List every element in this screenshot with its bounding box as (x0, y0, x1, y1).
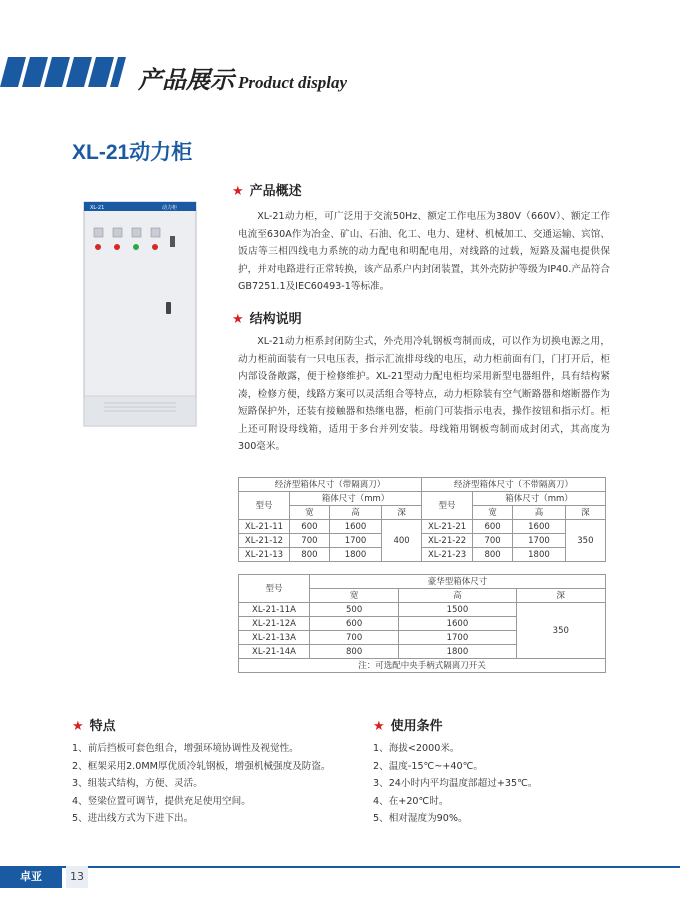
table-header: 豪华型箱体尺寸 (310, 575, 606, 589)
table-cell: 600 (310, 617, 399, 631)
overview-text: XL-21动力柜，可广泛用于交流50Hz、额定工作电压为380V（660V）、额定工作电流至630A作为冶金、矿山、石油、化工、电力、建材、机械加工、交通运输、宾馆、饭店等三相四线电力系统的动力配电和明配电用，对线路的过载，短路及漏电提供保护，并对电路进行正常转换，该产品系户内封闭装置，其外壳防护等级为IP40.产品符合GB7251.1及IEC60493-1等标准。 (238, 211, 610, 292)
table-cell: 350 (565, 520, 605, 562)
table-cell: XL-21-11 (239, 520, 290, 534)
list-item: 5、进出线方式为下进下出。 (72, 813, 194, 824)
table-cell: 1800 (399, 645, 516, 659)
conditions-list (373, 740, 613, 828)
table-cell: 1600 (399, 617, 516, 631)
table-header: 宽 (310, 589, 399, 603)
conditions-heading-text: 使用条件 (390, 719, 443, 734)
table-header: 型号 (239, 575, 310, 603)
structure-heading (232, 308, 302, 327)
list-item: 1、海拔<2000米。 (373, 743, 460, 754)
table-cell: 500 (310, 603, 399, 617)
header-title-cn: 产品展示 (138, 65, 234, 94)
table-cell: 800 (290, 548, 330, 562)
table-header: 高 (329, 506, 381, 520)
table-cell: XL-21-14A (239, 645, 310, 659)
list-item: 2、框架采用2.0MM厚优质冷轧钢板，增强机械强度及防盗。 (72, 760, 331, 772)
table-cell: 800 (473, 548, 513, 562)
table-cell: XL-21-12A (239, 617, 310, 631)
cabinet-label-right: 动力柜 (162, 205, 178, 211)
table-row (239, 534, 606, 548)
list-item: 1、前后挡板可套色组合，增强环境协调性及视觉性。 (72, 743, 299, 754)
table-header: 型号 (239, 492, 290, 520)
overview-paragraph (238, 208, 610, 296)
features-heading-text: 特点 (89, 719, 116, 734)
table-header: 深 (565, 506, 605, 520)
table-row (239, 520, 606, 534)
table-header: 经济型箱体尺寸（不带隔离刀） (422, 478, 606, 492)
table-cell: 1600 (329, 520, 381, 534)
economy-size-table (238, 477, 606, 562)
list-item: 4、竖梁位置可调节，提供充足使用空间。 (72, 795, 251, 807)
table-header: 高 (513, 506, 566, 520)
footer-brand: 卓亚 (0, 866, 62, 888)
cabinet-label-left: XL-21 (90, 205, 105, 211)
star-icon: ★ (232, 184, 244, 199)
product-title: XL-21动力柜 (72, 141, 193, 164)
table-cell: XL-21-13 (239, 548, 290, 562)
table-cell: XL-21-21 (422, 520, 473, 534)
list-item: 4、在+20℃时。 (373, 795, 449, 807)
table-header: 高 (399, 589, 516, 603)
structure-paragraph (238, 333, 610, 456)
conditions-heading (373, 715, 443, 734)
overview-heading (232, 180, 302, 199)
overview-heading-text: 产品概述 (249, 184, 302, 199)
table-cell: 1700 (399, 631, 516, 645)
table-header: 深 (382, 506, 422, 520)
table-header: 宽 (473, 506, 513, 520)
footer-divider (0, 866, 680, 868)
table-header: 宽 (290, 506, 330, 520)
table-note: 注：可选配中央手柄式隔离刀开关 (239, 659, 606, 673)
cabinet-image (80, 200, 200, 430)
table-cell: 600 (473, 520, 513, 534)
list-item: 2、温度-15℃~+40℃。 (373, 760, 483, 772)
structure-text: XL-21动力柜系封闭防尘式，外壳用冷轧钢板弯制而成，可以作为切换电源之用，动力柜前面装有一只电压表，指示汇流排母线的电压，动力柜前面有门，门打开后，柜内部设备敞露，便于检修维护。XL-21型动力配电柜均采用新型电器组件，具有结构紧凑，检修方便，线路方案可以灵活组合等特点，动力柜除装有空气断路器和熔断器作为短路保护外，还装有接触器和热继电器，柜前门可装指示电表，操作按钮和指示灯。柜上还可附设母线箱，适用于多台并列安装。母线箱用钢板弯制而成封闭式，其高度为300毫米。 (238, 336, 610, 452)
table-header: 型号 (422, 492, 473, 520)
table-cell: 600 (290, 520, 330, 534)
table-cell: XL-21-11A (239, 603, 310, 617)
table-cell: 350 (516, 603, 605, 659)
list-item: 3、组装式结构，方便、灵活。 (72, 778, 203, 789)
table-cell: 700 (310, 631, 399, 645)
list-item: 5、相对湿度为90%。 (373, 813, 468, 824)
table-cell: XL-21-12 (239, 534, 290, 548)
table-cell: 800 (310, 645, 399, 659)
table-cell: 1600 (513, 520, 566, 534)
structure-heading-text: 结构说明 (249, 312, 302, 327)
table-header: 箱体尺寸（mm） (290, 492, 422, 506)
table-cell: XL-21-23 (422, 548, 473, 562)
table-header: 深 (516, 589, 605, 603)
header-stripes (0, 57, 136, 87)
table-cell: 1700 (329, 534, 381, 548)
table-cell: XL-21-13A (239, 631, 310, 645)
luxury-size-table (238, 574, 606, 673)
page-header-title (138, 60, 347, 95)
table-cell: 1700 (513, 534, 566, 548)
table-cell: 1500 (399, 603, 516, 617)
table-cell: XL-21-22 (422, 534, 473, 548)
header-title-en: Product display (238, 73, 348, 92)
table-cell: 400 (382, 520, 422, 562)
star-icon: ★ (373, 719, 385, 734)
table-header: 箱体尺寸（mm） (473, 492, 606, 506)
table-cell: 700 (290, 534, 330, 548)
table-row (239, 548, 606, 562)
table-cell: 1800 (329, 548, 381, 562)
star-icon: ★ (232, 312, 244, 327)
star-icon: ★ (72, 719, 84, 734)
table-header: 经济型箱体尺寸（带隔离刀） (239, 478, 422, 492)
features-list (72, 740, 372, 828)
table-cell: 1800 (513, 548, 566, 562)
list-item: 3、24小时内平均温度部超过+35℃。 (373, 778, 538, 789)
page-number: 13 (66, 866, 88, 888)
features-heading (72, 715, 116, 734)
table-row (239, 603, 606, 617)
table-cell: 700 (473, 534, 513, 548)
